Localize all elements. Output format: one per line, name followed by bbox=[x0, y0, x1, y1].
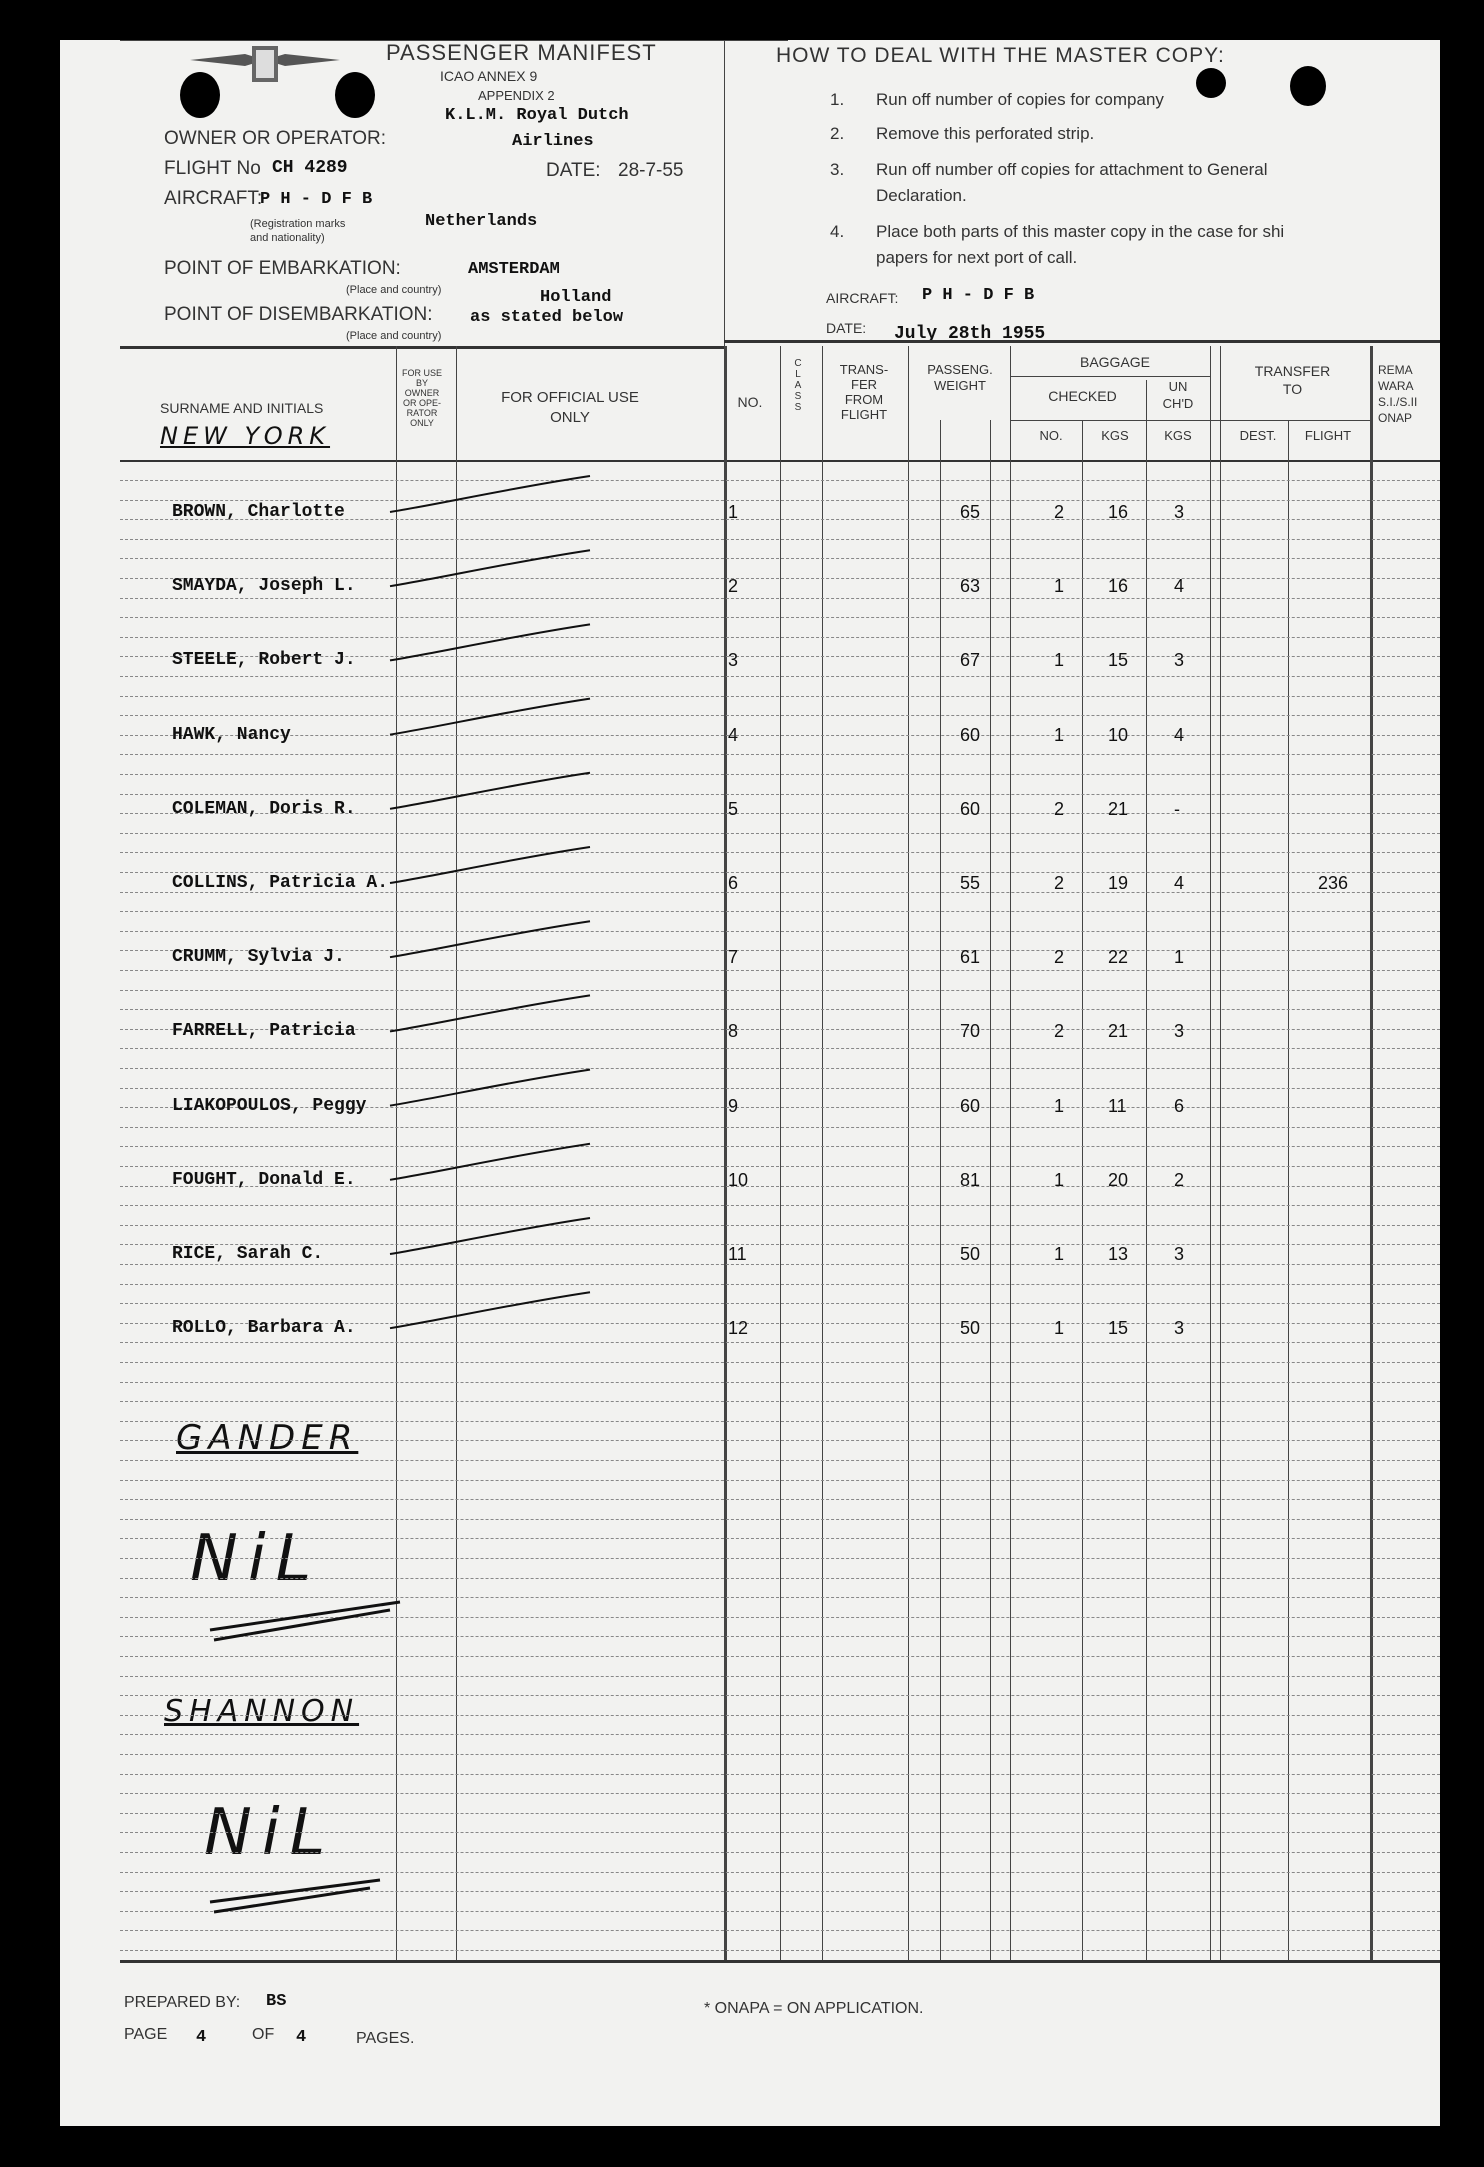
col-owner-use-line: BY bbox=[415, 378, 428, 388]
table-column-line bbox=[822, 346, 823, 1960]
col-checked: CHECKED bbox=[1048, 388, 1117, 404]
check-stroke bbox=[390, 550, 590, 586]
operator-label: OWNER OR OPERATOR: bbox=[164, 128, 387, 149]
ruled-line bbox=[120, 1166, 1440, 1167]
bag-kgs: 19 bbox=[1108, 873, 1129, 893]
col-owner-use-line: OR OPE- bbox=[402, 398, 441, 408]
flight-label: FLIGHT No bbox=[164, 158, 261, 179]
col-weight-line: WEIGHT bbox=[934, 378, 986, 393]
check-stroke bbox=[390, 699, 590, 735]
page-label: PAGE bbox=[124, 2026, 168, 2043]
col-no: NO. bbox=[737, 394, 763, 410]
ruled-line bbox=[120, 852, 1440, 853]
operator-value-2: Airlines bbox=[512, 132, 594, 151]
col-weight-line: PASSENG. bbox=[927, 362, 993, 377]
table-column-line bbox=[1082, 420, 1083, 1960]
unchecked-kgs: 6 bbox=[1174, 1096, 1185, 1116]
instruction-3-cont: Declaration. bbox=[876, 186, 967, 205]
shannon-nil: NiL bbox=[204, 1796, 336, 1870]
header-divider bbox=[724, 40, 725, 370]
ruled-line bbox=[120, 833, 1440, 834]
bag-count: 2 bbox=[1054, 502, 1065, 522]
passenger-weight: 60 bbox=[960, 1096, 981, 1116]
passenger-weight: 65 bbox=[960, 502, 981, 522]
col-transfer-to bbox=[1220, 362, 1365, 398]
col-flight: FLIGHT bbox=[1304, 428, 1352, 443]
passenger-weight: 63 bbox=[960, 576, 981, 596]
unchecked-kgs: 4 bbox=[1174, 576, 1185, 596]
ruled-line bbox=[120, 1813, 1440, 1814]
ruled-line bbox=[120, 676, 1440, 677]
passenger-name: SMAYDA, Joseph L. bbox=[172, 576, 356, 596]
passenger-no: 4 bbox=[728, 725, 739, 745]
bag-kgs: 21 bbox=[1108, 1021, 1129, 1041]
passenger-name: BROWN, Charlotte bbox=[172, 502, 345, 522]
ruled-line bbox=[120, 1440, 1440, 1441]
passenger-name: STEELE, Robert J. bbox=[172, 650, 356, 670]
col-class-letter: S bbox=[794, 391, 802, 402]
bag-kgs: 15 bbox=[1108, 1318, 1129, 1338]
aircraft-value: P H - D F B bbox=[260, 190, 373, 209]
unchecked-kgs: 3 bbox=[1174, 1318, 1185, 1338]
passenger-name: COLLINS, Patricia A. bbox=[172, 873, 389, 893]
unchecked-kgs: 3 bbox=[1174, 1021, 1185, 1041]
passenger-name: ROLLO, Barbara A. bbox=[172, 1318, 356, 1338]
ruled-line bbox=[120, 1578, 1440, 1579]
remark-value: 236 bbox=[1318, 873, 1349, 893]
bag-kgs: 21 bbox=[1108, 799, 1129, 819]
passenger-name: RICE, Sarah C. bbox=[172, 1244, 324, 1264]
ruled-line bbox=[120, 1421, 1440, 1422]
ruled-line bbox=[120, 617, 1440, 618]
unchecked-kgs: 4 bbox=[1174, 873, 1185, 893]
passenger-name: HAWK, Nancy bbox=[172, 725, 291, 745]
table-column-line bbox=[908, 346, 909, 1960]
punch-hole bbox=[335, 72, 375, 118]
table-bottom-rule bbox=[120, 1960, 1440, 1963]
unchecked-kgs: 4 bbox=[1174, 725, 1185, 745]
col-owner-use bbox=[398, 368, 446, 428]
unchecked-kgs: - bbox=[1174, 799, 1180, 819]
ruled-line bbox=[120, 1264, 1440, 1265]
col-official-line: ONLY bbox=[550, 409, 590, 426]
col-remarks-line: WARA bbox=[1378, 379, 1414, 393]
header-bottom-rule bbox=[120, 346, 726, 349]
punch-hole bbox=[1290, 66, 1326, 106]
ruled-line bbox=[120, 637, 1440, 638]
bag-count: 1 bbox=[1054, 1318, 1065, 1338]
disembarkation-value: as stated below bbox=[470, 308, 624, 327]
of-label: OF bbox=[252, 2026, 275, 2043]
ruled-line bbox=[120, 1793, 1440, 1794]
ruled-line bbox=[120, 1284, 1440, 1285]
col-class-letter: C bbox=[794, 358, 802, 369]
instruction-3-num: 3. bbox=[830, 160, 845, 179]
ruled-line bbox=[120, 911, 1440, 912]
col-class-letter: S bbox=[794, 402, 802, 413]
col-remarks-line: REMA bbox=[1378, 363, 1413, 377]
bag-kgs: 15 bbox=[1108, 650, 1129, 670]
ruled-line bbox=[120, 754, 1440, 755]
ruled-line bbox=[120, 480, 1440, 481]
flight-value: CH 4289 bbox=[272, 158, 348, 178]
ruled-line bbox=[120, 1068, 1440, 1069]
punch-hole bbox=[1196, 68, 1226, 98]
ruled-line bbox=[120, 1734, 1440, 1735]
check-stroke bbox=[390, 1218, 590, 1254]
ruled-line bbox=[120, 1950, 1440, 1951]
bag-count: 1 bbox=[1054, 725, 1065, 745]
ruled-line bbox=[120, 1519, 1440, 1520]
ruled-line bbox=[120, 1715, 1440, 1716]
passenger-no: 9 bbox=[728, 1096, 739, 1116]
col-class-letter: A bbox=[794, 380, 802, 391]
passenger-no: 3 bbox=[728, 650, 739, 670]
ruled-line bbox=[120, 1538, 1440, 1539]
ruled-line bbox=[120, 1832, 1440, 1833]
instruction-1-num: 1. bbox=[830, 90, 845, 109]
header-rule bbox=[120, 40, 788, 41]
passenger-no: 12 bbox=[728, 1318, 749, 1338]
ruled-line bbox=[120, 1480, 1440, 1481]
bag-count: 1 bbox=[1054, 576, 1065, 596]
table-column-line bbox=[1288, 420, 1289, 1960]
bag-kgs: 22 bbox=[1108, 947, 1129, 967]
instruction-4-cont: papers for next port of call. bbox=[876, 248, 1078, 267]
ruled-line bbox=[120, 794, 1440, 795]
ruled-line bbox=[120, 774, 1440, 775]
passenger-name: CRUMM, Sylvia J. bbox=[172, 947, 345, 967]
col-unchd bbox=[1148, 378, 1208, 412]
ruled-line bbox=[120, 696, 1440, 697]
table-column-line bbox=[1210, 346, 1211, 1960]
instruction-4: Place both parts of this master copy in the case for shi bbox=[876, 222, 1285, 241]
manifest-title: PASSENGER MANIFEST bbox=[386, 40, 657, 65]
col-baggage: BAGGAGE bbox=[1079, 354, 1151, 370]
table-column-line bbox=[456, 346, 457, 1960]
passenger-no: 6 bbox=[728, 873, 739, 893]
pages-label: PAGES. bbox=[356, 2030, 415, 2047]
ruled-line bbox=[120, 1205, 1440, 1206]
ruled-line bbox=[120, 931, 1440, 932]
punch-hole bbox=[180, 72, 220, 118]
prepared-value: BS bbox=[266, 1992, 287, 2011]
check-stroke bbox=[390, 1144, 590, 1180]
ruled-line bbox=[120, 1009, 1440, 1010]
ruled-line bbox=[120, 1911, 1440, 1912]
col-tt-line: TO bbox=[1282, 381, 1303, 397]
col-unchd-kgs: KGS bbox=[1164, 428, 1192, 443]
page-value: 4 bbox=[196, 2028, 207, 2047]
aircraft-label: AIRCRAFT: bbox=[164, 188, 263, 209]
instruction-1: Run off number of copies for company bbox=[876, 90, 1164, 109]
unchecked-kgs: 3 bbox=[1174, 502, 1185, 522]
check-stroke bbox=[390, 773, 590, 809]
ruled-line bbox=[120, 1754, 1440, 1755]
bag-kgs: 20 bbox=[1108, 1170, 1129, 1190]
instruction-4-num: 4. bbox=[830, 222, 845, 241]
passenger-name: COLEMAN, Doris R. bbox=[172, 799, 356, 819]
passenger-weight: 67 bbox=[960, 650, 981, 670]
col-bag-kgs: KGS bbox=[1101, 428, 1129, 443]
col-owner-use-line: FOR USE bbox=[401, 368, 442, 378]
embarkation-label: POINT OF EMBARKATION: bbox=[164, 258, 401, 279]
ruled-line bbox=[120, 1362, 1440, 1363]
ruled-line bbox=[120, 1342, 1440, 1343]
nationality-value: Netherlands bbox=[425, 212, 538, 231]
check-stroke bbox=[390, 476, 590, 512]
col-unchd-line: CH'D bbox=[1162, 396, 1194, 411]
gander-nil: NiL bbox=[190, 1522, 322, 1596]
ruled-line bbox=[120, 1048, 1440, 1049]
aircraft-value-2: P H - D F B bbox=[922, 286, 1035, 305]
registration-note-2: and nationality) bbox=[250, 232, 325, 244]
bag-kgs: 16 bbox=[1108, 502, 1129, 522]
ruled-line bbox=[120, 1656, 1440, 1657]
passenger-no: 7 bbox=[728, 947, 739, 967]
col-tt-line: TRANSFER bbox=[1254, 363, 1331, 379]
bag-kgs: 13 bbox=[1108, 1244, 1129, 1264]
embarkation-value: AMSTERDAM bbox=[468, 260, 560, 279]
ruled-line bbox=[120, 1225, 1440, 1226]
ruled-line bbox=[120, 598, 1440, 599]
col-remarks bbox=[1378, 362, 1417, 426]
passenger-weight: 70 bbox=[960, 1021, 981, 1041]
passenger-no: 10 bbox=[728, 1170, 749, 1190]
bag-count: 2 bbox=[1054, 1021, 1065, 1041]
nil-underline bbox=[210, 1880, 380, 1912]
ruled-line bbox=[120, 1401, 1440, 1402]
col-owner-use-line: ONLY bbox=[410, 418, 434, 428]
table-column-line bbox=[940, 420, 941, 1960]
disembarkation-label: POINT OF DISEMBARKATION: bbox=[164, 304, 433, 325]
ruled-line bbox=[120, 715, 1440, 716]
ruled-line bbox=[120, 1460, 1440, 1461]
passenger-name: FARRELL, Patricia bbox=[172, 1021, 356, 1041]
bag-kgs: 16 bbox=[1108, 576, 1129, 596]
check-stroke bbox=[390, 995, 590, 1031]
manifest-sheet bbox=[60, 40, 1440, 2126]
aircraft-label-2: AIRCRAFT: bbox=[826, 290, 899, 306]
passenger-weight: 60 bbox=[960, 725, 981, 745]
bag-count: 1 bbox=[1054, 650, 1065, 670]
ruled-line bbox=[120, 1676, 1440, 1677]
appendix-label: APPENDIX 2 bbox=[478, 88, 555, 103]
passenger-no: 5 bbox=[728, 799, 739, 819]
ruled-line bbox=[120, 1382, 1440, 1383]
passenger-weight: 50 bbox=[960, 1318, 981, 1338]
bag-count: 1 bbox=[1054, 1170, 1065, 1190]
nil-underline bbox=[210, 1602, 400, 1640]
ruled-line bbox=[120, 1127, 1440, 1128]
ruled-line bbox=[120, 1872, 1440, 1873]
col-bag-no: NO. bbox=[1039, 428, 1063, 443]
passenger-name: LIAKOPOULOS, Peggy bbox=[172, 1096, 367, 1116]
place-note-2: (Place and country) bbox=[346, 330, 442, 342]
unchecked-kgs: 1 bbox=[1174, 947, 1185, 967]
passenger-weight: 61 bbox=[960, 947, 981, 967]
stop-shannon: SHANNON bbox=[164, 1694, 360, 1729]
col-official-use bbox=[460, 388, 680, 428]
stop-gander: GANDER bbox=[176, 1418, 359, 1458]
passenger-no: 1 bbox=[728, 502, 739, 522]
baggage-subrule bbox=[1010, 376, 1210, 377]
ruled-line bbox=[120, 1303, 1440, 1304]
registration-note: (Registration marks bbox=[250, 218, 346, 230]
date-value: 28-7-55 bbox=[618, 160, 684, 181]
origin-handwritten: NEW YORK bbox=[160, 422, 331, 450]
passenger-weight: 81 bbox=[960, 1170, 981, 1190]
passenger-weight: 50 bbox=[960, 1244, 981, 1264]
ruled-line bbox=[120, 1695, 1440, 1696]
col-class-letter: L bbox=[795, 369, 801, 380]
unchecked-kgs: 2 bbox=[1174, 1170, 1185, 1190]
col-tf-line: FER bbox=[851, 377, 877, 392]
embarkation-country: Holland bbox=[540, 288, 612, 307]
table-column-line bbox=[780, 346, 781, 1960]
passenger-no: 8 bbox=[728, 1021, 739, 1041]
table-column-line bbox=[1220, 346, 1221, 1960]
check-stroke bbox=[390, 624, 590, 660]
passenger-no: 2 bbox=[728, 576, 739, 596]
ruled-line bbox=[120, 539, 1440, 540]
col-tf-line: FROM bbox=[844, 392, 884, 407]
col-tf-line: FLIGHT bbox=[840, 407, 888, 422]
col-dest: DEST. bbox=[1239, 428, 1277, 443]
ruled-line bbox=[120, 558, 1440, 559]
bag-count: 1 bbox=[1054, 1244, 1065, 1264]
of-value: 4 bbox=[296, 2028, 307, 2047]
passenger-no: 11 bbox=[728, 1244, 747, 1264]
col-tf-line: TRANS- bbox=[839, 362, 889, 377]
table-column-line bbox=[1010, 346, 1011, 1960]
passenger-weight: 60 bbox=[960, 799, 981, 819]
ruled-line bbox=[120, 1930, 1440, 1931]
passenger-name: FOUGHT, Donald E. bbox=[172, 1170, 356, 1190]
ruled-line bbox=[120, 1597, 1440, 1598]
checked-subrule bbox=[1010, 420, 1370, 421]
ruled-line bbox=[120, 735, 1440, 736]
col-surname: SURNAME AND INITIALS bbox=[160, 400, 324, 416]
ruled-line bbox=[120, 1558, 1440, 1559]
bag-count: 2 bbox=[1054, 799, 1065, 819]
instruction-2: Remove this perforated strip. bbox=[876, 124, 1095, 143]
ruled-line bbox=[120, 990, 1440, 991]
place-note: (Place and country) bbox=[346, 284, 442, 296]
instruction-3: Run off number off copies for attachment to General bbox=[876, 160, 1268, 179]
unchecked-kgs: 3 bbox=[1174, 1244, 1185, 1264]
onapa-note: * ONAPA = ON APPLICATION. bbox=[704, 2000, 924, 2017]
ruled-line bbox=[120, 500, 1440, 501]
table-column-line bbox=[1370, 346, 1373, 1960]
col-owner-use-line: OWNER bbox=[404, 388, 440, 398]
table-column-line bbox=[990, 420, 991, 1960]
col-class bbox=[788, 358, 808, 413]
col-owner-use-line: RATOR bbox=[406, 408, 438, 418]
unchecked-kgs: 3 bbox=[1174, 650, 1185, 670]
operator-value: K.L.M. Royal Dutch bbox=[445, 106, 629, 125]
table-column-line bbox=[396, 346, 397, 1960]
table-column-line bbox=[724, 346, 727, 1960]
col-weight bbox=[910, 362, 1010, 394]
col-official-line: FOR OFFICIAL USE bbox=[501, 389, 639, 406]
ruled-line bbox=[120, 1499, 1440, 1500]
annex-label: ICAO ANNEX 9 bbox=[440, 68, 538, 84]
col-transfer-from bbox=[828, 362, 900, 422]
date-label-2: DATE: bbox=[826, 320, 867, 336]
check-stroke bbox=[390, 921, 590, 957]
ruled-line bbox=[120, 1774, 1440, 1775]
ruled-line bbox=[120, 1617, 1440, 1618]
date-value-2: July 28th 1955 bbox=[894, 324, 1046, 344]
table-top-rule bbox=[724, 340, 1440, 343]
ruled-line bbox=[120, 1852, 1440, 1853]
bag-count: 2 bbox=[1054, 873, 1065, 893]
ruled-line bbox=[120, 1088, 1440, 1089]
instruction-2-num: 2. bbox=[830, 124, 845, 143]
ruled-line bbox=[120, 1636, 1440, 1637]
ruled-line bbox=[120, 1146, 1440, 1147]
ruled-line bbox=[120, 1891, 1440, 1892]
ruled-line bbox=[120, 970, 1440, 971]
bag-count: 2 bbox=[1054, 947, 1065, 967]
bag-kgs: 11 bbox=[1108, 1096, 1127, 1116]
col-remarks-line: S.I./S.II bbox=[1378, 395, 1418, 409]
date-label: DATE: bbox=[546, 160, 601, 181]
col-remarks-line: ONAP bbox=[1378, 411, 1413, 425]
instructions-title: HOW TO DEAL WITH THE MASTER COPY: bbox=[776, 44, 1225, 67]
passenger-weight: 55 bbox=[960, 873, 981, 893]
col-unchd-line: UN bbox=[1168, 379, 1188, 394]
prepared-label: PREPARED BY: bbox=[124, 1994, 241, 2011]
bag-count: 1 bbox=[1054, 1096, 1065, 1116]
bag-kgs: 10 bbox=[1108, 725, 1129, 745]
